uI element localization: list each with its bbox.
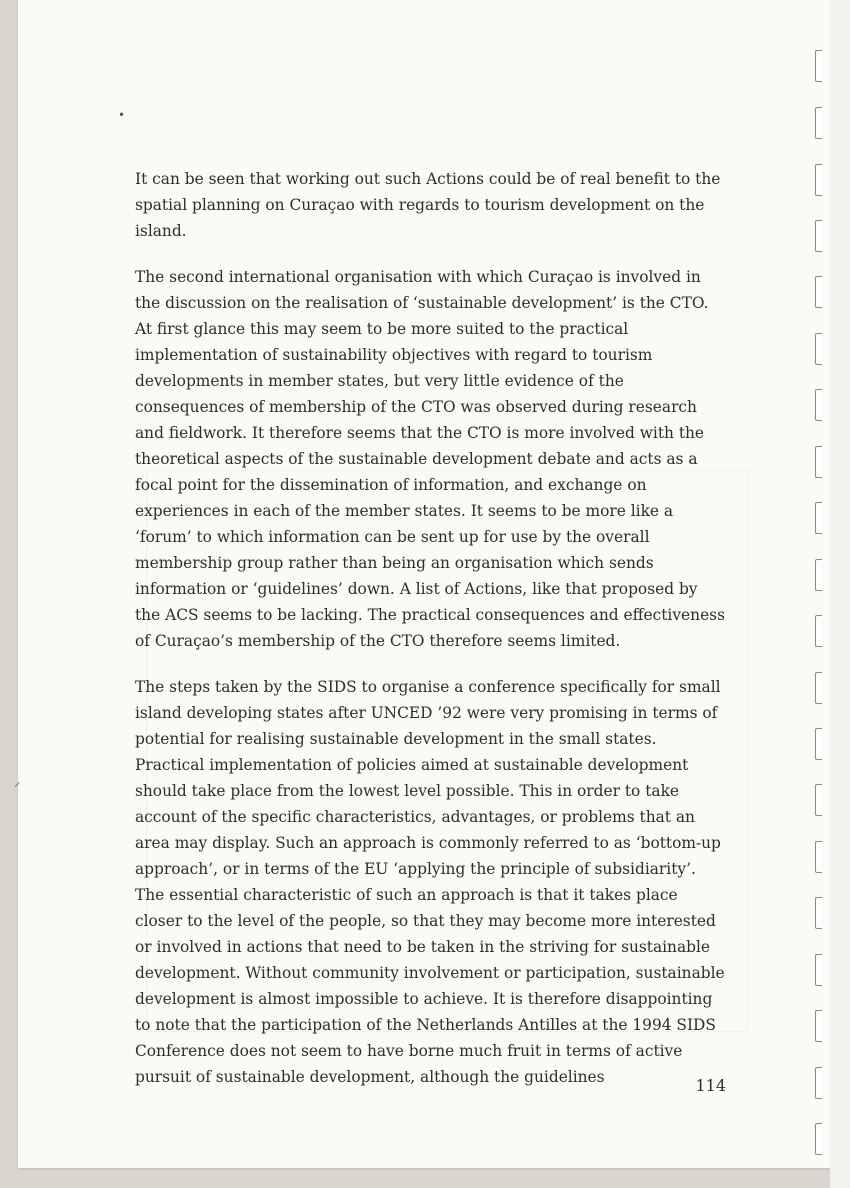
binding-tab <box>815 276 822 308</box>
paragraph-2: The second international organisation with which Curaçao is involved in the discussion on the realisation of ‘sustainable development’ is the CTO. At first glance this may seem to be more suited to the practical implementation of sustainability objectives with regard to tourism developments in member states, but very little evidence of the consequences of membership of the CTO was observed during research and fieldwork. It therefore seems that the CTO is more involved with the theoretical aspects of the sustainable development debate and acts as a focal point for the dissemination of information, and exchange on experiences in each of the member states. It seems to be more like a ‘forum’ to which information can be sent up for use by the overall membership group rather than being an organisation which sends information or ‘guidelines’ down. A list of Actions, like that proposed by the ACS seems to be lacking. The practical consequences and effectiveness of Curaçao’s membership of the CTO therefore seems limited. <box>135 268 725 650</box>
binding-edge <box>830 0 850 1188</box>
binding-tab <box>815 1123 822 1155</box>
binding-tab <box>815 50 822 82</box>
binding-tab <box>815 446 822 478</box>
binding-tab <box>815 164 822 196</box>
binding-tab <box>815 220 822 252</box>
binding-tab <box>815 389 822 421</box>
binding-tab <box>815 954 822 986</box>
binding-tab <box>815 841 822 873</box>
paragraph-1: It can be seen that working out such Actions could be of real benefit to the spatial planning on Curaçao with regards to tourism development on the island. <box>135 170 721 240</box>
binding-tab <box>815 1067 822 1099</box>
binding-tab <box>815 897 822 929</box>
margin-tick-mark: ⸝ <box>14 775 21 790</box>
binding-tab <box>815 502 822 534</box>
binding-tab <box>815 559 822 591</box>
binding-tab <box>815 672 822 704</box>
binding-tab <box>815 615 822 647</box>
binding-tab <box>815 333 822 365</box>
binding-tab <box>815 1010 822 1042</box>
binding-tab <box>815 728 822 760</box>
body-text <box>135 166 725 1110</box>
binding-tab <box>815 784 822 816</box>
paragraph-3: The steps taken by the SIDS to organise a conference specifically for small island developing states after UNCED ’92 were very promising in terms of potential for realising sustainable development in the small states. Practical implementation of policies aimed at sustainable development should take place from the lowest level possible. This in order to take account of the specific characteristics, advantages, or problems that an area may display. Such an approach is commonly referred to as ‘bottom-up approach’, or in terms of the EU ‘applying the principle of subsidiarity’. The essential characteristic of such an approach is that it takes place closer to the level of the people, so that they may become more interested or involved in actions that need to be taken in the striving for sustainable development. Without community involvement or participation, sustainable development is almost impossible to achieve. It is therefore disappointing to note that the participation of the Netherlands Antilles at the 1994 SIDS Conference does not seem to have borne much fruit in terms of active pursuit of sustainable development, although the guidelines <box>135 678 725 1086</box>
binding-tab <box>815 107 822 139</box>
dot-mark: • <box>118 108 126 122</box>
page-number: 114 <box>695 1076 726 1095</box>
